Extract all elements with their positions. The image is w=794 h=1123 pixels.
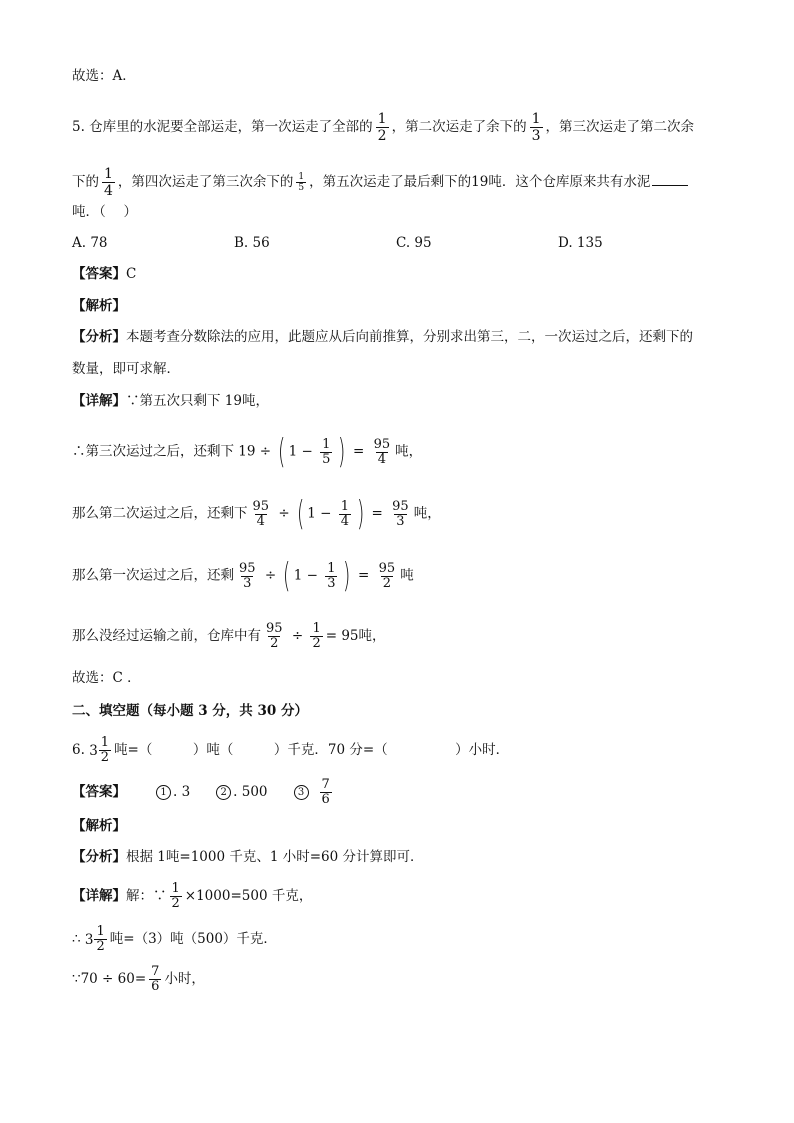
step-text: 那么第二次运过之后，还剩下 — [72, 505, 248, 522]
expr-part: 1 − — [307, 505, 336, 522]
fraction: $\frac{1}{5}$ — [322, 436, 331, 467]
q5-options — [72, 233, 722, 253]
option-a: A. 78 — [72, 235, 108, 251]
detail-text: ∵70 ÷ 60= — [72, 971, 147, 987]
q5-analysis-line2: 数量，即可求解． — [72, 361, 180, 377]
q5-analysis-heading: 【解析】 — [72, 298, 126, 314]
option-b: B. 56 — [234, 235, 270, 251]
q5-stem-line1 — [72, 111, 694, 144]
q5-stem-part: ，第二次运走了余下的 — [391, 119, 527, 135]
step-text: 吨， — [395, 443, 423, 460]
detail-text: 解：∵ — [126, 888, 167, 904]
fraction-one-half: $\frac{1}{2}$ — [377, 111, 387, 144]
step-text: = 95吨， — [325, 628, 386, 644]
step-text: 那么第一次运过之后，还剩 — [72, 567, 234, 584]
option-c: C. 95 — [396, 235, 432, 251]
fraction: $\frac{1}{3}$ — [327, 560, 336, 591]
fraction: $\frac{95}{4}$ — [252, 498, 270, 529]
q6-detail-line1 — [72, 882, 312, 911]
q6-stem — [72, 736, 509, 765]
detail-text: ∴ — [72, 931, 85, 947]
fraction: $\frac{1}{4}$ — [340, 498, 349, 529]
detail-label: 【详解】 — [72, 888, 126, 904]
fraction-result: $\frac{95}{3}$ — [392, 498, 409, 529]
circled-number-1: 1 — [156, 785, 171, 800]
q6-analysis — [72, 847, 424, 867]
q5-step4: 那么没经过运输之前，仓库中有 $\frac{95}{2}$ ÷ $\frac{1}{2}$ = 95吨， — [72, 621, 386, 651]
left-paren: ( — [296, 494, 305, 534]
option-d: D. 135 — [558, 235, 603, 251]
fraction-one-third: $\frac{1}{3}$ — [531, 111, 541, 144]
step-text: 那么没经过运输之前，仓库中有 — [72, 628, 261, 644]
q6-answer — [72, 778, 335, 807]
fraction-one-quarter: $\frac{1}{4}$ — [104, 166, 113, 199]
fraction-one-fifth: $\frac{1}{5}$ — [298, 172, 305, 193]
answer-blank — [652, 173, 688, 186]
detail-label: 【详解】 — [72, 393, 126, 409]
answer-label: 【答案】 — [72, 266, 126, 282]
right-paren: ) — [338, 432, 346, 472]
fraction: $\frac{95}{3}$ — [239, 560, 256, 591]
answer-3-fraction: $\frac{7}{6}$ — [321, 777, 330, 807]
question-number: 6. — [72, 742, 85, 758]
answer-1: . 3 — [173, 784, 191, 800]
circled-number-2: 2 — [216, 785, 231, 800]
q5-stem-part: 5. 仓库里的水泥要全部运走，第一次运走了全部的 — [72, 119, 373, 135]
left-paren: ( — [283, 556, 291, 596]
q5-stem-part: ，第三次运走了第二次余 — [545, 119, 695, 135]
q6-stem-text: 吨=（ ）吨（ ）千克．70 分=（ ）小时． — [114, 742, 510, 758]
detail-text: ∵第五次只剩下 19吨， — [126, 393, 269, 409]
q6-analysis-heading: 【解析】 — [72, 818, 126, 834]
q5-stem-part: ，第四次运走了第三次余下的 — [117, 174, 294, 190]
right-paren: ) — [343, 556, 351, 596]
fraction: $\frac{7}{6}$ — [151, 964, 160, 994]
q6-detail-line2 — [72, 925, 277, 954]
analysis-label: 【分析】 — [72, 329, 126, 345]
circled-number-3: 3 — [294, 785, 309, 800]
fraction: $\frac{95}{2}$ — [266, 621, 283, 651]
q5-stem-line2 — [72, 166, 690, 199]
q5-stem-line3: 吨．（ ） — [72, 204, 138, 220]
expr-part: 1 − — [293, 567, 323, 584]
section-title: 二、填空题（每小题 3 分，共 30 分） — [72, 703, 308, 719]
mixed-number: 3 $\frac{1}{2}$ — [84, 924, 105, 954]
fraction: $\frac{1}{2}$ — [171, 881, 180, 911]
q5-stem-part: 下的 — [72, 174, 99, 190]
fraction: $\frac{1}{2}$ — [96, 924, 105, 954]
q5-conclusion: 故选：C ． — [72, 670, 141, 686]
analysis-label: 【分析】 — [72, 849, 126, 865]
mixed-number: 3 $\frac{1}{2}$ — [89, 735, 110, 765]
detail-text: ×1000=500 千克， — [184, 888, 313, 904]
expr-part: 19 ÷ — [238, 443, 276, 460]
q5-step1: ∴第三次运过之后，还剩下 19 ÷ ( 1 − $\frac{1}{5}$ ) = $\frac{95}{4}$ 吨， — [72, 432, 423, 472]
detail-text: 小时， — [164, 971, 205, 987]
step-text: 吨， — [413, 505, 441, 522]
fraction: $\frac{1}{2}$ — [100, 735, 110, 765]
fraction: $\frac{1}{2}$ — [312, 621, 321, 651]
answer-2: . 500 — [233, 784, 268, 800]
step-text: 吨 — [400, 567, 414, 584]
step-text: ∴第三次运过之后，还剩下 — [72, 443, 234, 460]
answer-value: C — [126, 266, 137, 282]
q5-step2: 那么第二次运过之后，还剩下 $\frac{95}{4}$ ÷ ( 1 − $\frac{1}{4}$ ) = $\frac{95}{3}$ 吨， — [72, 494, 441, 534]
expr-part: 1 − — [288, 443, 318, 460]
fraction-result: $\frac{95}{2}$ — [378, 560, 396, 591]
analysis-text: 本题考查分数除法的应用，此题应从后向前推算，分别求出第三，二，一次运过之后，还剩下的 — [126, 329, 693, 345]
detail-text: 吨=（3）吨（500）千克． — [109, 931, 277, 947]
q5-analysis-line1 — [72, 327, 693, 347]
right-paren: ) — [356, 494, 365, 534]
prev-conclusion: 故选：A． — [72, 68, 136, 84]
fraction-result: $\frac{95}{4}$ — [373, 436, 391, 467]
q6-detail-line3 — [72, 965, 205, 994]
q5-answer — [72, 264, 136, 284]
q5-stem-part: ，第五次运走了最后剩下的19吨．这个仓库原来共有水泥 — [309, 174, 651, 190]
analysis-text: 根据 1吨=1000 千克、1 小时=60 分计算即可． — [126, 849, 424, 865]
q5-detail-line1 — [72, 391, 269, 411]
left-paren: ( — [278, 432, 286, 472]
q5-step3: 那么第一次运过之后，还剩 $\frac{95}{3}$ ÷ ( 1 − $\frac{1}{3}$ ) = $\frac{95}{2}$ 吨 — [72, 556, 414, 596]
answer-label: 【答案】 — [72, 784, 126, 800]
